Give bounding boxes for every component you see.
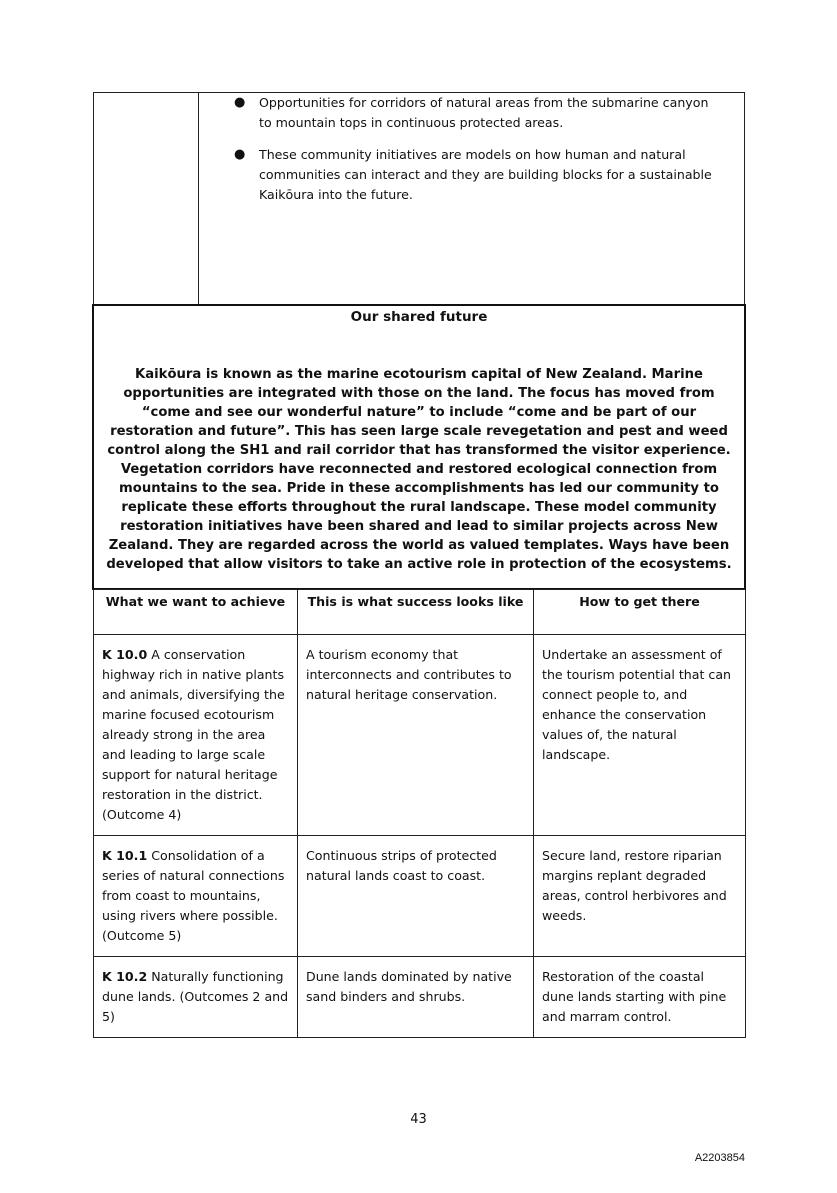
how-cell: Restoration of the coastal dune lands starting with pine and marram control. — [534, 957, 746, 1038]
document-reference: A2203854 — [694, 1152, 745, 1164]
table-row — [94, 635, 746, 836]
goal-cell: K 10.0 A conservation highway rich in native plants and animals, diversifying the marine focused ecotourism already strong in the area and leading to large scale support for natural heritage restoration in the district. (Outcome 4) — [94, 635, 298, 836]
goal-code: K 10.0 — [102, 647, 148, 662]
column-header: What we want to achieve — [94, 590, 298, 635]
bullet-icon: ● — [234, 147, 246, 162]
column-header: This is what success looks like — [298, 590, 534, 635]
goal-cell: K 10.1 Consolidation of a series of natural connections from coast to mountains, using rivers where possible. (Outcome 5) — [94, 836, 298, 957]
how-cell: Undertake an assessment of the tourism potential that can connect people to, and enhance the conservation values of, the natural landscape. — [534, 635, 746, 836]
page-number: 43 — [410, 1112, 427, 1127]
goal-code: K 10.2 — [102, 969, 148, 984]
shared-future-box — [92, 304, 746, 590]
goals-table — [93, 589, 746, 1038]
bullet-list — [225, 93, 725, 217]
section-title: Our shared future — [350, 309, 488, 325]
table-row — [94, 957, 746, 1038]
table-row — [94, 836, 746, 957]
success-cell: Continuous strips of protected natural lands coast to coast. — [298, 836, 534, 957]
continuation-table — [93, 92, 745, 304]
list-item: ● These community initiatives are models on how human and natural communities can interact and they are building blocks for a sustainable Kaikōura into the future. — [234, 147, 712, 202]
empty-left-cell — [94, 93, 199, 304]
section-text: Kaikōura is known as the marine ecotourism capital of New Zealand. Marine opportunities are integrated with those on the land. The focus has moved from “come and see our wonderful nature” to include “come and be part of our restoration and future”. This has seen large scale revegetation and pest and weed control along the SH1 and rail corridor that has transformed the visitor experience. Vegetation corridors have reconnected and restored ecological connection from mountains to the sea. Pride in these accomplishments has led our community to replicate these efforts throughout the rural landscape. These model community restoration initiatives have been shared and lead to similar projects across New Zealand. They are regarded across the world as valued templates. Ways have been developed that allow visitors to take an active role in protection of the ecosystems. — [106, 367, 732, 572]
how-cell: Secure land, restore riparian margins replant degraded areas, control herbivores and weeds. — [534, 836, 746, 957]
goal-code: K 10.1 — [102, 848, 148, 863]
goal-cell: K 10.2 Naturally functioning dune lands. (Outcomes 2 and 5) — [94, 957, 298, 1038]
column-header: How to get there — [534, 590, 746, 635]
bullet-icon: ● — [234, 95, 246, 110]
success-cell: A tourism economy that interconnects and contributes to natural heritage conservation. — [298, 635, 534, 836]
table-header-row — [94, 590, 746, 635]
list-item: ● Opportunities for corridors of natural areas from the submarine canyon to mountain tops in continuous protected areas. — [234, 95, 709, 130]
success-cell: Dune lands dominated by native sand binders and shrubs. — [298, 957, 534, 1038]
